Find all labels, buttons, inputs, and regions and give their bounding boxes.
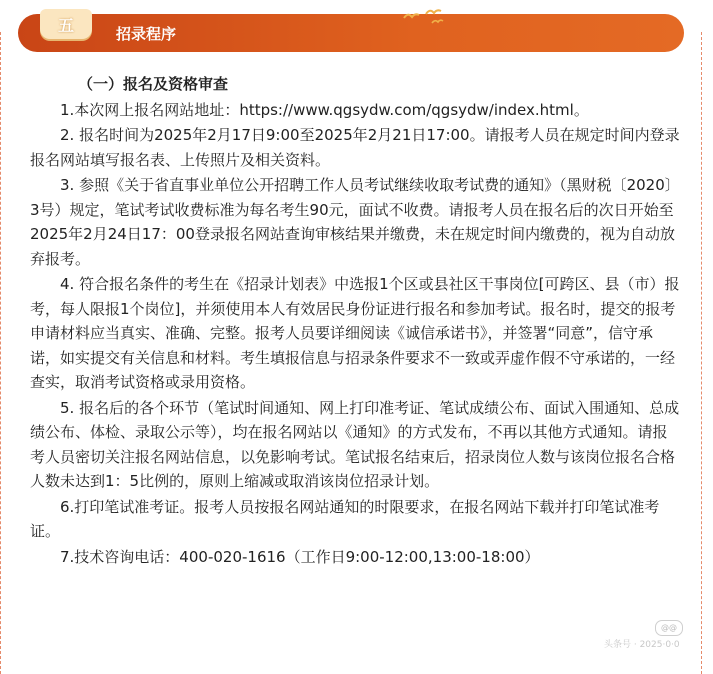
paragraph-1: 1.本次网上报名网站地址：https://www.qgsydw.com/qgsydw/index.html。 bbox=[60, 100, 589, 119]
paragraph-6: 6.打印笔试准考证。报考人员按报名网站通知的时限要求，在报名网站下载并打印笔试准考证。 bbox=[30, 497, 660, 540]
paragraph-4: 4. 符合报名条件的考生在《招录计划表》中选报1个区或县社区干事岗位[可跨区、县（市）报考，每人限报1个岗位]，并须使用本人有效居民身份证进行报名和参加考试。报名时，提交的报考申请材料应当真实、准确、完整。报考人员要详细阅读《诚信承诺书》，并签署“同意”，信守承诺，如实提交有关信息和材料。考生填报信息与招录条件要求不一致或弄虚作假不守承诺的，一经查实，取消考试资格或录用资格。 bbox=[30, 275, 680, 391]
watermark-text: 头条号 · 2025·0·0 bbox=[604, 640, 680, 650]
section-number-badge: 五 bbox=[40, 9, 92, 39]
paragraph-5: 5. 报名后的各个环节（笔试时间通知、网上打印准考证、笔试成绩公布、面试入围通知、总成绩公布、体检、录取公示等），均在报名网站以《通知》的方式发布，不再以其他方式通知。请报考人员密切关注报名网站信息，以免影响考试。笔试报名结束后，招录岗位人数与该岗位报名合格人数未达到1：5比例的，原则上缩减或取消该岗位招录计划。 bbox=[30, 398, 680, 490]
watermark-icon: @@ bbox=[655, 620, 683, 636]
subheading: （一）报名及资格审查 bbox=[78, 75, 229, 93]
paragraph-3: 3. 参照《关于省直事业单位公开招聘工作人员考试继续收取考试费的通知》（黑财税〔2020〕3号）规定，笔试考试收费标准为每名考生90元，面试不收费。请报考人员在报名后的次日开始至2025年2月24日17：00登录报名网站查询审核结果并缴费，未在规定时间内缴费的，视为自动放弃报考。 bbox=[30, 176, 680, 268]
paragraph-7: 7.技术咨询电话：400-020-1616（工作日9:00-12:00,13:00-18:00） bbox=[60, 547, 540, 566]
birds-icon bbox=[402, 8, 448, 28]
paragraph-2: 2. 报名时间为2025年2月17日9:00至2025年2月21日17:00。请报考人员在规定时间内登录报名网站填写报名表、上传照片及相关资料。 bbox=[30, 126, 680, 169]
section-title: 招录程序 bbox=[116, 25, 177, 43]
article-body bbox=[30, 72, 680, 570]
